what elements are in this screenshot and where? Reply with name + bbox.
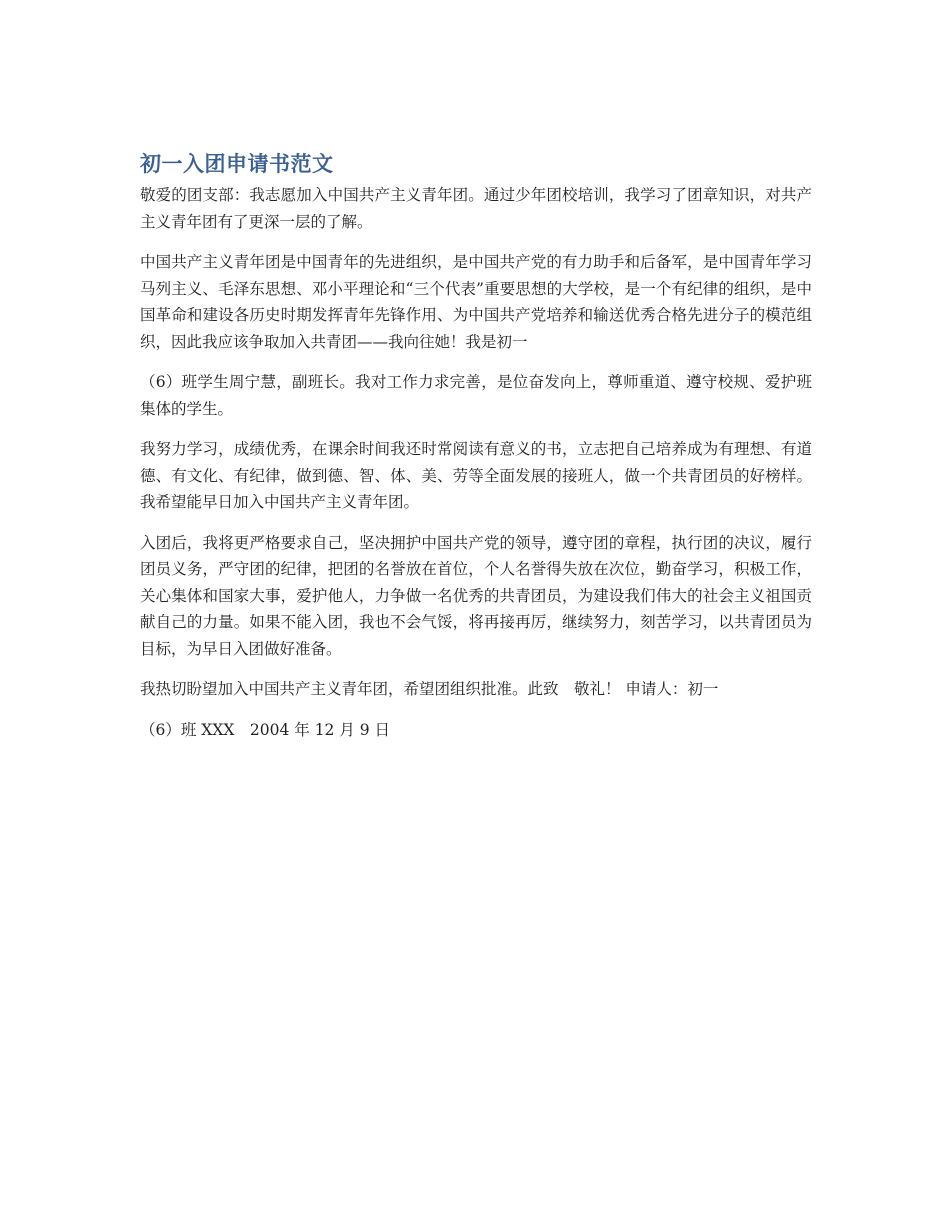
paragraph-league-intro: 中国共产主义青年团是中国青年的先进组织，是中国共产党的有力助手和后备军，是中国青年学习马列主义、毛泽东思想、邓小平理论和“三个代表”重要思想的大学校，是一个有纪律的组织，是中国革命和建设各历史时期发挥青年先锋作用、为中国共产党培养和输送优秀合格先进分子的模范组织，因此我应该争取加入共青团——我向往她！我是初一 (140, 253, 812, 351)
paragraph-salutation: 敬爱的团支部：我志愿加入中国共产主义青年团。通过少年团校培训，我学习了团章知识，对共产主义青年团有了更深一层的了解。 (140, 186, 812, 231)
document-page (140, 148, 812, 757)
paragraph-commitment: 入团后，我将更严格要求自己，坚决拥护中国共产党的领导，遵守团的章程，执行团的决议，履行团员义务，严守团的纪律，把团的名誉放在首位，个人名誉得失放在次位，勤奋学习，积极工作，关心集体和国家大事，爱护他人，力争做一名优秀的共青团员，为建设我们伟大的社会主义祖国贡献自己的力量。如果不能入团，我也不会气馁，将再接再厉，继续努力，刻苦学习，以共青团员为目标，为早日入团做好准备。 (140, 533, 812, 658)
paragraph-closing: 我热切盼望加入中国共产主义青年团，希望团组织批准。此致 敬礼！ 申请人：初一 (140, 680, 719, 698)
paragraph-study: 我努力学习，成绩优秀，在课余时间我还时常阅读有意义的书，立志把自己培养成为有理想、有道德、有文化、有纪律，做到德、智、体、美、劳等全面发展的接班人，做一个共青团员的好榜样。我希望能早日加入中国共产主义青年团。 (140, 440, 812, 511)
paragraph-self-intro: （6）班学生周宁慧，副班长。我对工作力求完善，是位奋发向上，尊师重道、遵守校规、爱护班集体的学生。 (140, 373, 812, 418)
paragraph-signature: （6）班 XXX 2004 年 12 月 9 日 (140, 720, 391, 739)
document-title: 初一入团申请书范文 (140, 152, 334, 176)
